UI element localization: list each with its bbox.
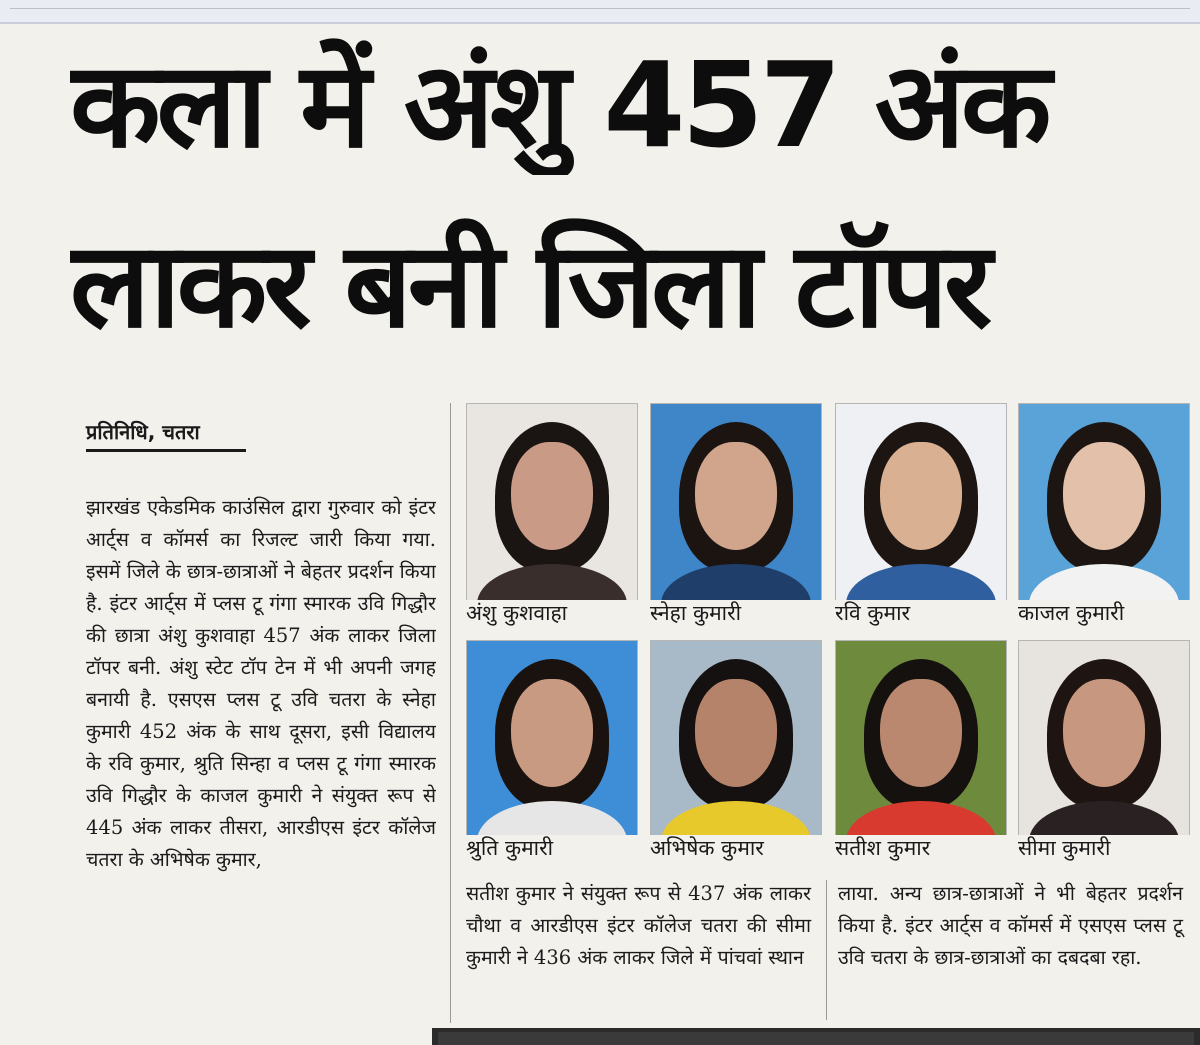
photo-face — [695, 442, 777, 550]
photo-caption: अंशु कुशवाहा — [464, 600, 644, 626]
portrait-photo — [650, 403, 822, 605]
byline: प्रतिनिधि, चतरा — [86, 418, 246, 452]
portrait-photo — [835, 403, 1007, 605]
portrait-photo — [835, 640, 1007, 842]
photo-face — [880, 442, 962, 550]
article-column-middle — [466, 878, 811, 974]
article-column-right — [838, 878, 1183, 974]
headline-line-2: लाकर बनी जिला टॉपर — [70, 216, 989, 354]
photo-caption: काजल कुमारी — [1016, 600, 1196, 626]
next-article-bar — [432, 1028, 1200, 1045]
photo-face — [511, 442, 593, 550]
photo-caption: अभिषेक कुमार — [648, 835, 828, 861]
portrait-photo — [1018, 403, 1190, 605]
photo-face — [695, 679, 777, 787]
photo-face — [511, 679, 593, 787]
top-rule — [10, 8, 1190, 9]
photo-caption: श्रुति कुमारी — [464, 835, 644, 861]
photo-caption: स्नेहा कुमारी — [648, 600, 828, 626]
article-column-left — [86, 492, 436, 1032]
photo-face — [1063, 679, 1145, 787]
article-text-left: झारखंड एकेडमिक काउंसिल द्वारा गुरुवार को इंटर आर्ट्स व कॉमर्स का रिजल्ट जारी किया गया. इसमें जिले के छात्र-छात्राओं ने बेहतर प्रदर्शन किया है. इंटर आर्ट्स में प्लस टू गंगा स्मारक उवि गिद्धौर की छात्रा अंशु कुशवाहा 457 अंक लाकर जिला टॉपर बनी. अंशु स्टेट टॉप टेन में भी अपनी जगह बनायी है. एसएस प्लस टू उवि चतरा के स्नेहा कुमारी 452 अंक के साथ दूसरा, इसी विद्यालय के रवि कुमार, श्रुति सिन्हा व प्लस टू गंगा स्मारक उवि गिद्धौर के काजल कुमारी ने संयुक्त रूप से 445 अंक लाकर तीसरा, आरडीएस इंटर कॉलेज चतरा के अभिषेक कुमार, — [86, 496, 436, 871]
article-text-right: लाया. अन्य छात्र-छात्राओं ने भी बेहतर प्रदर्शन किया है. इंटर आर्ट्स व कॉमर्स में एसएस प्लस टू उवि चतरा के छात्र-छात्राओं का दबदबा रहा. — [838, 882, 1183, 969]
top-strip — [0, 0, 1200, 24]
column-divider — [826, 880, 827, 1020]
column-divider — [450, 403, 451, 1023]
photo-caption: सीमा कुमारी — [1016, 835, 1196, 861]
portrait-photo — [466, 403, 638, 605]
portrait-photo — [1018, 640, 1190, 842]
next-article-bar-inner — [438, 1032, 1194, 1045]
headline-line-1: कला में अंशु 457 अंक — [70, 36, 1048, 174]
portrait-photo — [650, 640, 822, 842]
photo-caption: सतीश कुमार — [833, 835, 1013, 861]
photo-face — [1063, 442, 1145, 550]
article-text-middle: सतीश कुमार ने संयुक्त रूप से 437 अंक लाकर चौथा व आरडीएस इंटर कॉलेज चतरा की सीमा कुमारी ने 436 अंक लाकर जिले में पांचवां स्थान — [466, 882, 811, 969]
photo-caption: रवि कुमार — [833, 600, 1013, 626]
photo-face — [880, 679, 962, 787]
portrait-photo — [466, 640, 638, 842]
